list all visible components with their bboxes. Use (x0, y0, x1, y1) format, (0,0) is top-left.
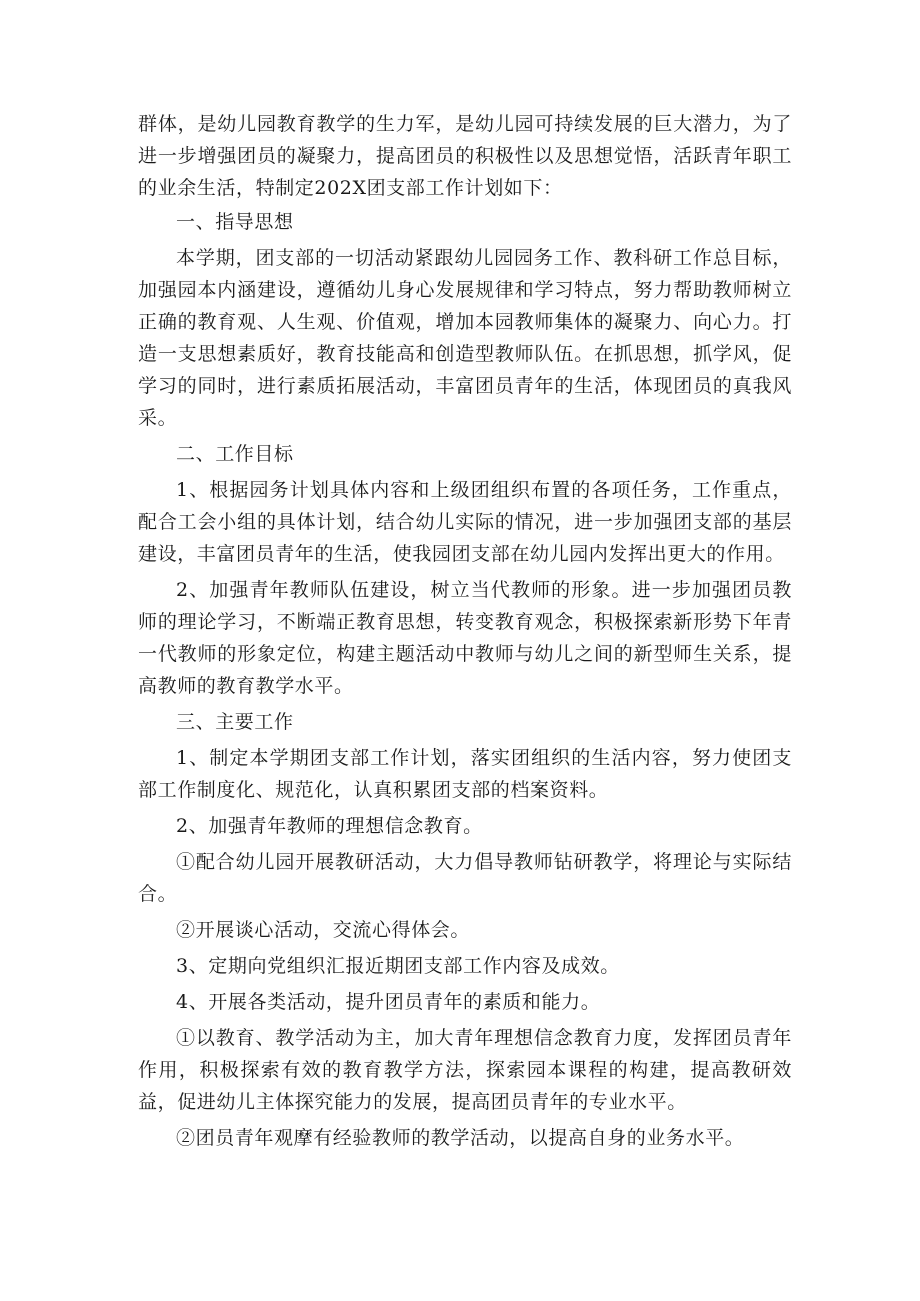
intro-paragraph: 群体，是幼儿园教育教学的生力军，是幼儿园可持续发展的巨大潜力，为了进一步增强团员的凝聚力，提高团员的积极性以及思想觉悟，活跃青年职工的业余生活，特制定202X团支部工作计划如下： (138, 113, 792, 199)
goal-paragraph-1: 1、根据园务计划具体内容和上级团组织布置的各项任务，工作重点，配合工会小组的具体计划，结合幼儿实际的情况，进一步加强团支部的基层建设，丰富团员青年的生活，使我园团支部在幼儿园内发挥出更大的作用。 (138, 479, 792, 565)
section-heading-guiding: 一、指导思想 (176, 211, 294, 233)
work-paragraph-2a: ①配合幼儿园开展教研活动，大力倡导教师钻研教学，将理论与实际结合。 (138, 851, 792, 905)
work-paragraph-4: 4、开展各类活动，提升团员青年的素质和能力。 (176, 991, 601, 1013)
document-page (138, 108, 792, 1154)
work-paragraph-3: 3、定期向党组织汇报近期团支部工作内容及成效。 (176, 955, 620, 977)
work-paragraph-4a: ①以教育、教学活动为主，加大青年理想信念教育力度，发挥团员青年作用，积极探索有效的教育教学方法，探索园本课程的构建，提高教研效益，促进幼儿主体探究能力的发展，提高团员青年的专业水平。 (138, 1027, 792, 1113)
section-heading-work: 三、主要工作 (176, 711, 294, 733)
work-paragraph-2b: ②开展谈心活动，交流心得体会。 (176, 919, 471, 941)
work-paragraph-4b: ②团员青年观摩有经验教师的教学活动，以提高自身的业务水平。 (176, 1127, 745, 1149)
guiding-paragraph: 本学期，团支部的一切活动紧跟幼儿园园务工作、教科研工作总目标，加强园本内涵建设，遵循幼儿身心发展规律和学习特点，努力帮助教师树立正确的教育观、人生观、价值观，增加本园教师集体的凝聚力、向心力。打造一支思想素质好，教育技能高和创造型教师队伍。在抓思想，抓学风，促学习的同时，进行素质拓展活动，丰富团员青年的生活，体现团员的真我风采。 (138, 247, 792, 429)
work-paragraph-1: 1、制定本学期团支部工作计划，落实团组织的生活内容，努力使团支部工作制度化、规范化，认真积累团支部的档案资料。 (138, 747, 792, 801)
goal-paragraph-2: 2、加强青年教师队伍建设，树立当代教师的形象。进一步加强团员教师的理论学习，不断端正教育思想，转变教育观念，积极探索新形势下年青一代教师的形象定位，构建主题活动中教师与幼儿之间的新型师生关系，提高教师的教育教学水平。 (138, 579, 792, 697)
work-paragraph-2: 2、加强青年教师的理想信念教育。 (176, 815, 483, 837)
section-heading-goals: 二、工作目标 (176, 443, 294, 465)
